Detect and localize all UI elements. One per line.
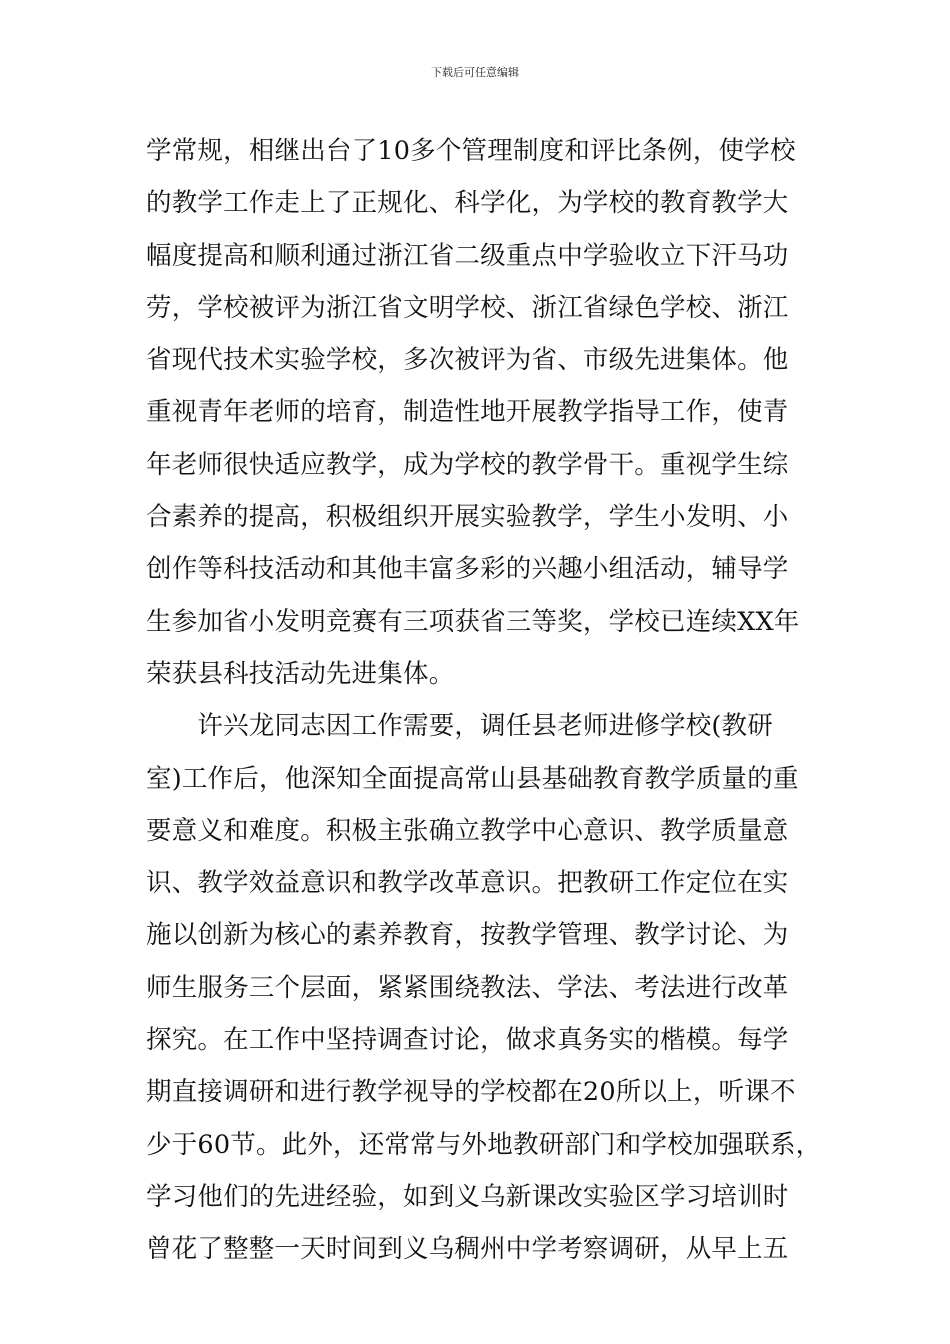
- text-line: 识、教学效益意识和教学改革意识。把教研工作定位在实: [146, 868, 789, 899]
- text-line: 的教学工作走上了正规化、科学化，为学校的教育教学大: [146, 188, 789, 219]
- text-line: 期直接调研和进行教学视导的学校都在20所以上，听课不: [146, 1077, 796, 1108]
- page-header: 下载后可任意编辑: [431, 66, 519, 79]
- text-line: 荣获县科技活动先进集体。: [146, 658, 455, 689]
- text-line: 要意义和难度。积极主张确立教学中心意识、教学质量意: [146, 815, 789, 846]
- text-line: 重视青年老师的培育，制造性地开展教学指导工作，使青: [146, 397, 789, 428]
- text-line: 探究。在工作中坚持调查讨论，做求真务实的楷模。每学: [146, 1025, 789, 1056]
- text-line: 合素养的提高，积极组织开展实验教学，学生小发明、小: [146, 502, 789, 533]
- text-line: 少于60节。此外，还常常与外地教研部门和学校加强联系，: [146, 1129, 822, 1160]
- text-line: 幅度提高和顺利通过浙江省二级重点中学验收立下汗马功: [146, 240, 789, 271]
- text-line: 省现代技术实验学校，多次被评为省、市级先进集体。他: [146, 345, 789, 376]
- text-line: 劳，学校被评为浙江省文明学校、浙江省绿色学校、浙江: [146, 292, 789, 323]
- text-line: 室)工作后，他深知全面提高常山县基础教育教学质量的重: [146, 763, 799, 794]
- text-line: 许兴龙同志因工作需要，调任县老师进修学校(教研: [146, 711, 773, 742]
- text-line: 创作等科技活动和其他丰富多彩的兴趣小组活动，辅导学: [146, 554, 789, 585]
- text-line: 师生服务三个层面，紧紧围绕教法、学法、考法进行改革: [146, 972, 789, 1003]
- text-line: 施以创新为核心的素养教育，按教学管理、教学讨论、为: [146, 920, 789, 951]
- text-line: 生参加省小发明竞赛有三项获省三等奖，学校已连续XX年: [146, 606, 800, 637]
- body-text: [146, 125, 826, 1276]
- text-line: 曾花了整整一天时间到义乌稠州中学考察调研，从早上五: [146, 1234, 789, 1265]
- text-line: 年老师很快适应教学，成为学校的教学骨干。重视学生综: [146, 449, 789, 480]
- text-line: 学常规，相继出台了10多个管理制度和评比条例，使学校: [146, 136, 796, 166]
- text-line: 学习他们的先进经验，如到义乌新课改实验区学习培训时: [146, 1181, 789, 1212]
